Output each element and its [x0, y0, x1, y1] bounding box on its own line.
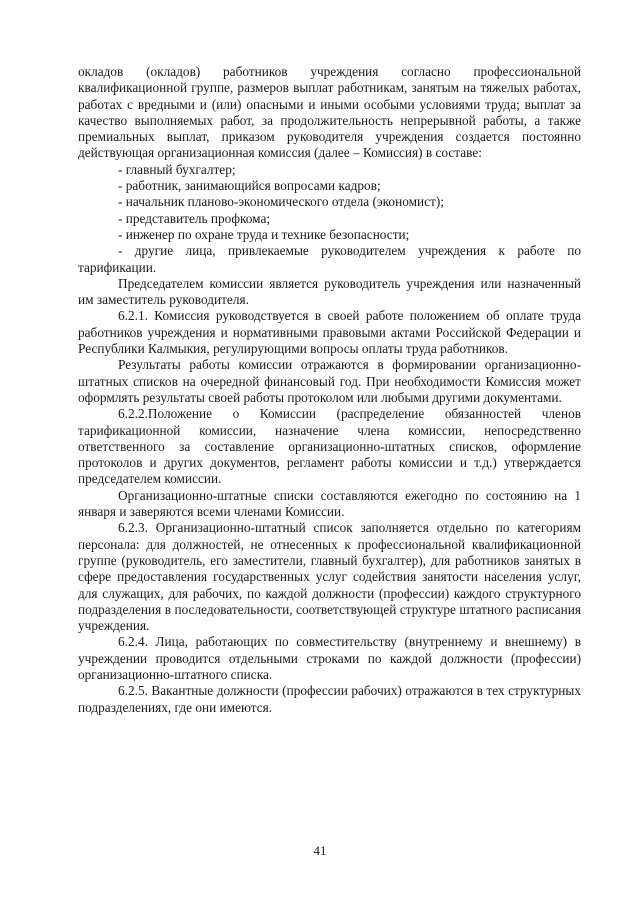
paragraph-6-2-5: 6.2.5. Вакантные должности (профессии рабочих) отражаются в тех структурных подразделениях, где они имеются. [78, 683, 581, 715]
list-item-hr-worker: - работник, занимающийся вопросами кадров; [118, 178, 381, 194]
paragraph-6-2-2: 6.2.2.Положение о Комиссии (распределение обязанностей членов тарификационной комиссии, назначение члена комиссии, непосредственно ответственного за составление организационно-штатных списков, оформление протоколов и других документов, регламент работы комиссии и т.д.) утверждается председателем комиссии. [78, 406, 581, 487]
paragraph-6-2-1: 6.2.1. Комиссия руководствуется в своей работе положением об оплате труда работников учреждения и нормативными правовыми актами Российской Федерации и Республики Калмыкия, регулирующими вопросы оплаты труда работников. [78, 308, 581, 357]
document-body [78, 64, 581, 716]
paragraph-intro: окладов (окладов) работников учреждения согласно профессиональной квалификационной группе, размеров выплат работникам, занятым на тяжелых работах, работах с вредными и (или) опасными и иными особыми условиями труда; выплат за качество выполняемых работ, за продолжительность непрерывной работы, а также премиальных выплат, приказом руководителя учреждения создается постоянно действующая организационная комиссия (далее – Комиссия) в составе: [78, 64, 581, 161]
paragraph-6-2-4: 6.2.4. Лица, работающих по совместительству (внутреннему и внешнему) в учреждении проводится отдельными строками по каждой должности (профессии) организационно-штатного списка. [78, 634, 581, 682]
list-item-other-persons: - другие лица, привлекаемые руководителем учреждения к работе по тарификации. [78, 243, 581, 275]
paragraph-staff-lists: Организационно-штатные списки составляются ежегодно по состоянию на 1 января и заверяются всеми членами Комиссии. [78, 487, 581, 520]
list-item-union-rep: - представитель профкома; [118, 210, 271, 226]
paragraph-chairman: Председателем комиссии является руководитель учреждения или назначенный им заместитель руководителя. [78, 275, 581, 308]
paragraph-6-2-3: 6.2.3. Организационно-штатный список заполняется отдельно по категориям персонала: для должностей, не отнесенных к профессиональной квалификационной группе (руководитель, его заместители, главный бухгалтер), для работников занятых в сфере предоставления государственных услуг содействия занятости населения услуг, для служащих, для рабочих, по каждой должности (профессии) каждого структурного подразделения в последовательности, соответствующей структуре штатного расписания учреждения. [78, 520, 581, 634]
list-item-chief-accountant: - главный бухгалтер; [118, 161, 236, 177]
list-item-planning-head: - начальник планово-экономического отдела (экономист); [118, 194, 444, 210]
paragraph-results: Результаты работы комиссии отражаются в формировании организационно-штатных списков на очередной финансовый год. При необходимости Комиссия может оформлять результаты своей работы протоколом или любыми другими документами. [78, 357, 581, 405]
page-number: 41 [313, 843, 327, 858]
list-item-safety-engineer: - инженер по охране труда и технике безопасности; [118, 226, 410, 242]
